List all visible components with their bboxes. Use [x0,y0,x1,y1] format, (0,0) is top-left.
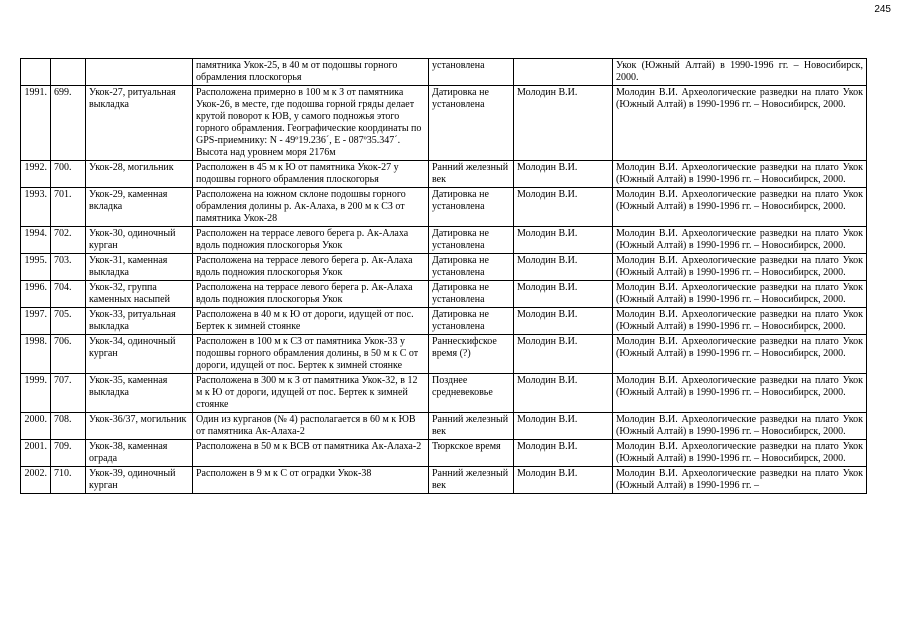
literature-reference-cell: Молодин В.И. Археологические разведки на плато Укок (Южный Алтай) в 1990-1996 гг. – Новосибирск, 2000. [613,413,867,440]
monument-index-cell: 710. [51,467,86,494]
row-number-cell: 2000. [21,413,51,440]
literature-reference-cell: Молодин В.И. Археологические разведки на плато Укок (Южный Алтай) в 1990-1996 гг. – Новосибирск, 2000. [613,335,867,374]
row-number-cell: 1994. [21,227,51,254]
table-row [21,374,867,413]
monument-index-cell: 707. [51,374,86,413]
dating-cell: Ранний железный век [429,161,514,188]
row-number-cell: 1999. [21,374,51,413]
literature-reference-cell: Молодин В.И. Археологические разведки на плато Укок (Южный Алтай) в 1990-1996 гг. – Новосибирск, 2000. [613,188,867,227]
dating-cell: Датировка не установлена [429,308,514,335]
table-row [21,188,867,227]
dating-cell: Раннескифское время (?) [429,335,514,374]
author-cell: Молодин В.И. [514,188,613,227]
table-row [21,335,867,374]
monument-index-cell: 704. [51,281,86,308]
literature-reference-cell: Молодин В.И. Археологические разведки на плато Укок (Южный Алтай) в 1990-1996 гг. – Новосибирск, 2000. [613,254,867,281]
location-description-cell: Расположена на террасе левого берега р. Ак-Алаха вдоль подножия плоскогорья Укок [193,281,429,308]
table-row [21,254,867,281]
row-number-cell [21,59,51,86]
table-row [21,59,867,86]
row-number-cell: 1991. [21,86,51,161]
table-row [21,413,867,440]
monument-index-cell: 705. [51,308,86,335]
literature-reference-cell: Укок (Южный Алтай) в 1990-1996 гг. – Новосибирск, 2000. [613,59,867,86]
row-number-cell: 2002. [21,467,51,494]
dating-cell: Позднее средневековье [429,374,514,413]
literature-reference-cell: Молодин В.И. Археологические разведки на плато Укок (Южный Алтай) в 1990-1996 гг. – Новосибирск, 2000. [613,374,867,413]
dating-cell: Ранний железный век [429,413,514,440]
literature-reference-cell: Молодин В.И. Археологические разведки на плато Укок (Южный Алтай) в 1990-1996 гг. – Новосибирск, 2000. [613,86,867,161]
monument-name-cell: Укок-29, каменная вкладка [86,188,193,227]
location-description-cell: Расположена в 50 м к ВСВ от памятника Ак-Алаха-2 [193,440,429,467]
row-number-cell: 2001. [21,440,51,467]
monument-index-cell: 706. [51,335,86,374]
author-cell: Молодин В.И. [514,308,613,335]
dating-cell: установлена [429,59,514,86]
literature-reference-cell: Молодин В.И. Археологические разведки на плато Укок (Южный Алтай) в 1990-1996 гг. – Новосибирск, 2000. [613,161,867,188]
dating-cell: Датировка не установлена [429,281,514,308]
monument-name-cell: Укок-35, каменная выкладка [86,374,193,413]
monument-name-cell [86,59,193,86]
monument-name-cell: Укок-33, ритуальная выкладка [86,308,193,335]
dating-cell: Датировка не установлена [429,227,514,254]
monument-name-cell: Укок-31, каменная выкладка [86,254,193,281]
location-description-cell: Один из курганов (№ 4) располагается в 60 м к ЮВ от памятника Ак-Алаха-2 [193,413,429,440]
author-cell: Молодин В.И. [514,281,613,308]
location-description-cell: Расположена на террасе левого берега р. Ак-Алаха вдоль подножия плоскогорья Укок [193,254,429,281]
dating-cell: Датировка не установлена [429,254,514,281]
literature-reference-cell: Молодин В.И. Археологические разведки на плато Укок (Южный Алтай) в 1990-1996 гг. – [613,467,867,494]
table-row [21,227,867,254]
monument-index-cell: 708. [51,413,86,440]
dating-cell: Датировка не установлена [429,86,514,161]
monument-name-cell: Укок-36/37, могильник [86,413,193,440]
table-row [21,86,867,161]
row-number-cell: 1996. [21,281,51,308]
location-description-cell: Расположен в 9 м к С от оградки Укок-38 [193,467,429,494]
monument-index-cell [51,59,86,86]
dating-cell: Тюркское время [429,440,514,467]
literature-reference-cell: Молодин В.И. Археологические разведки на плато Укок (Южный Алтай) в 1990-1996 гг. – Новосибирск, 2000. [613,281,867,308]
table-row [21,161,867,188]
monument-name-cell: Укок-28, могильник [86,161,193,188]
row-number-cell: 1992. [21,161,51,188]
table-row [21,281,867,308]
monument-name-cell: Укок-27, ритуальная выкладка [86,86,193,161]
literature-reference-cell: Молодин В.И. Археологические разведки на плато Укок (Южный Алтай) в 1990-1996 гг. – Новосибирск, 2000. [613,227,867,254]
author-cell: Молодин В.И. [514,254,613,281]
author-cell: Молодин В.И. [514,467,613,494]
monuments-table [20,58,867,494]
monument-index-cell: 701. [51,188,86,227]
monument-name-cell: Укок-30, одиночный курган [86,227,193,254]
table-row [21,440,867,467]
dating-cell: Ранний железный век [429,467,514,494]
location-description-cell: Расположен на террасе левого берега р. Ак-Алаха вдоль подножия плоскогорья Укок [193,227,429,254]
author-cell [514,59,613,86]
literature-reference-cell: Молодин В.И. Археологические разведки на плато Укок (Южный Алтай) в 1990-1996 гг. – Новосибирск, 2000. [613,308,867,335]
author-cell: Молодин В.И. [514,227,613,254]
row-number-cell: 1993. [21,188,51,227]
location-description-cell: Расположена в 300 м к З от памятника Укок-32, в 12 м к Ю от дороги, идущей от пос. Бертек к зимней стоянке [193,374,429,413]
author-cell: Молодин В.И. [514,161,613,188]
table-body [21,59,867,494]
monument-index-cell: 702. [51,227,86,254]
location-description-cell: Расположена примерно в 100 м к З от памятника Укок-26, в месте, где подошва горной гряды делает крутой поворот к ЮВ, у самого подножья этого горного обрамления. Географические координаты по GPS-приемнику: N - 49º19.236´, E - 087º35.347´. Высота над уровнем моря 2176м [193,86,429,161]
monument-name-cell: Укок-34, одиночный курган [86,335,193,374]
monument-name-cell: Укок-32, группа каменных насыпей [86,281,193,308]
row-number-cell: 1997. [21,308,51,335]
monument-index-cell: 703. [51,254,86,281]
location-description-cell: Расположен в 45 м к Ю от памятника Укок-27 у подошвы горного обрамления плоскогорья [193,161,429,188]
table-row [21,467,867,494]
author-cell: Молодин В.И. [514,335,613,374]
monument-name-cell: Укок-38, каменная ограда [86,440,193,467]
author-cell: Молодин В.И. [514,413,613,440]
table-row [21,308,867,335]
row-number-cell: 1995. [21,254,51,281]
location-description-cell: Расположена в 40 м к Ю от дороги, идущей от пос. Бертек к зимней стоянке [193,308,429,335]
dating-cell: Датировка не установлена [429,188,514,227]
monument-index-cell: 699. [51,86,86,161]
monument-index-cell: 700. [51,161,86,188]
location-description-cell: памятника Укок-25, в 40 м от подошвы горного обрамления плоскогорья [193,59,429,86]
monument-index-cell: 709. [51,440,86,467]
page-number: 245 [874,4,891,15]
literature-reference-cell: Молодин В.И. Археологические разведки на плато Укок (Южный Алтай) в 1990-1996 гг. – Новосибирск, 2000. [613,440,867,467]
row-number-cell: 1998. [21,335,51,374]
author-cell: Молодин В.И. [514,86,613,161]
monument-name-cell: Укок-39, одиночный курган [86,467,193,494]
location-description-cell: Расположен в 100 м к СЗ от памятника Укок-33 у подошвы горного обрамления долины, в 50 м к С от дороги, идущей от пос. Бертек к зимней стоянке [193,335,429,374]
author-cell: Молодин В.И. [514,440,613,467]
location-description-cell: Расположена на южном склоне подошвы горного обрамления долины р. Ак-Алаха, в 200 м к СЗ от памятника Укок-28 [193,188,429,227]
author-cell: Молодин В.И. [514,374,613,413]
